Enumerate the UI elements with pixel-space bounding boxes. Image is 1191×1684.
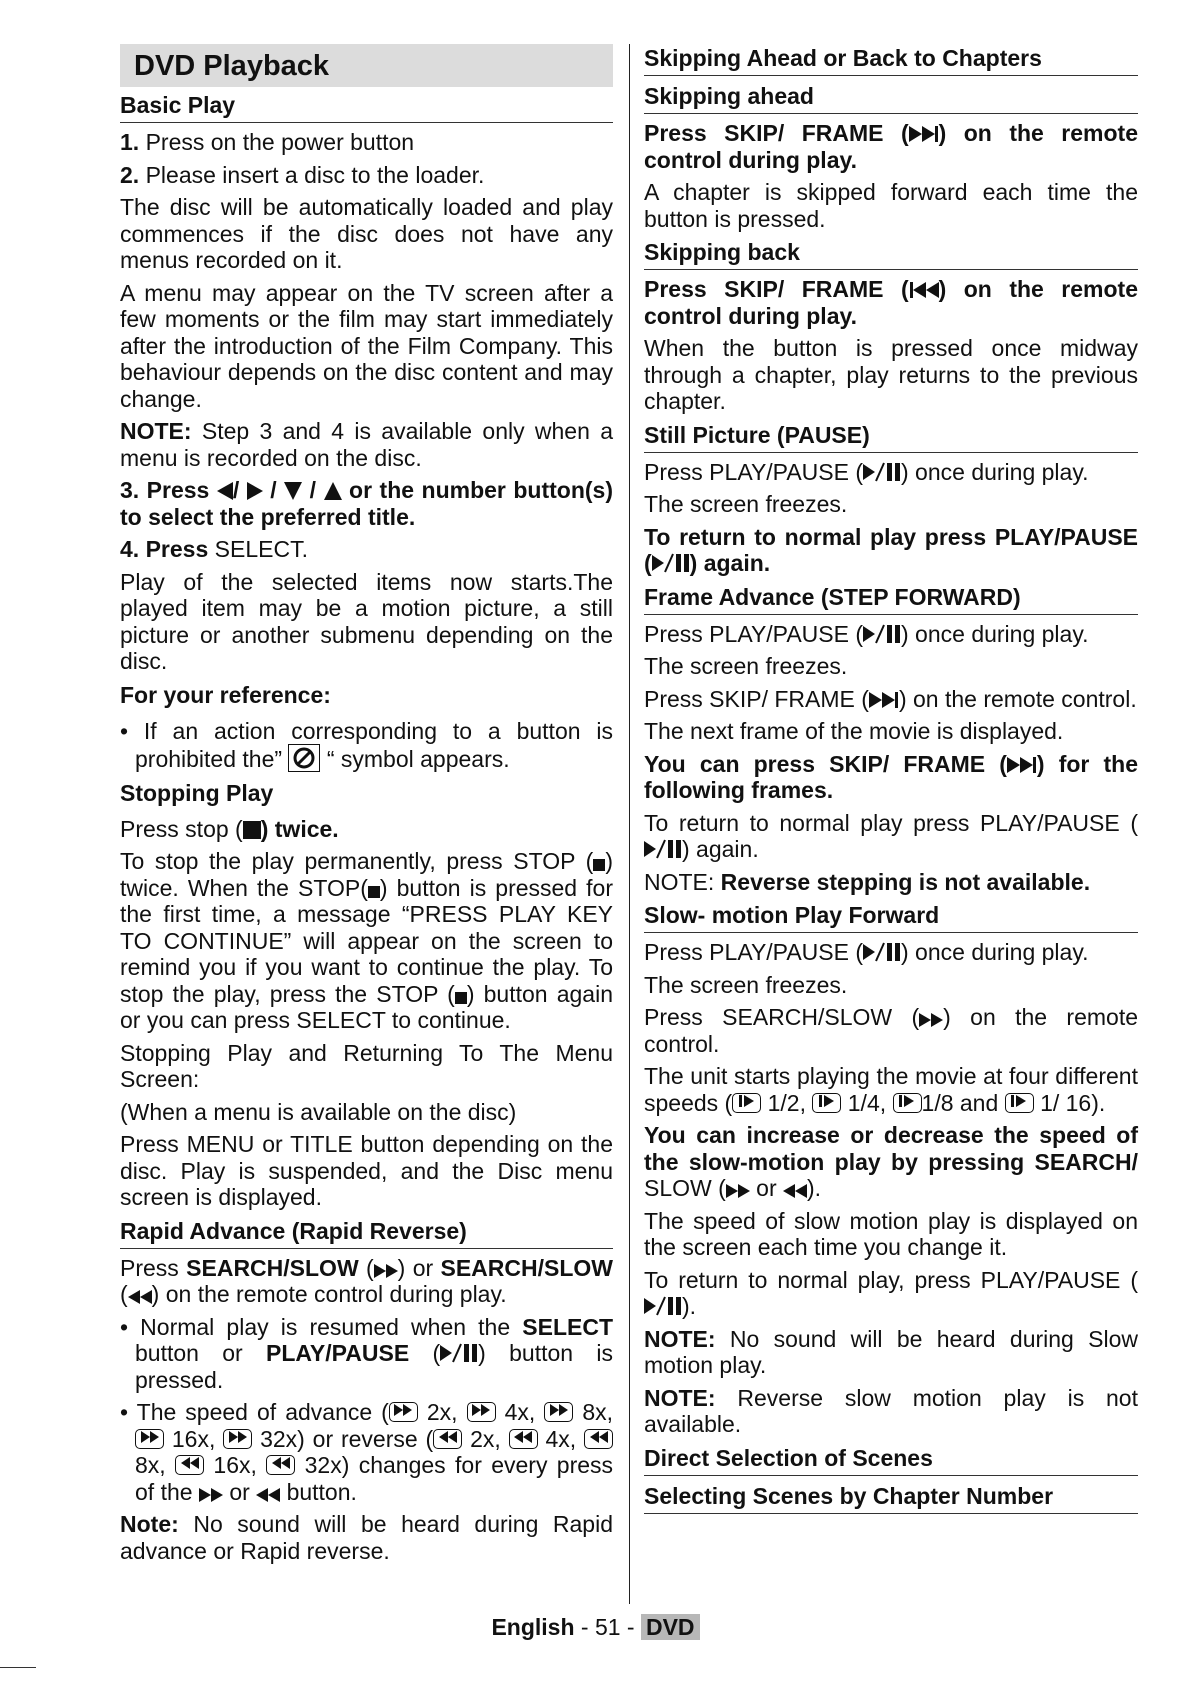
fast-forward-icon [726,1184,750,1198]
footer-language: English [491,1614,575,1640]
normal-play-bullet: • Normal play is resumed when the SELECT button or PLAY/PAUSE ( ) button is pressed. [120,1313,613,1393]
page-footer [0,1614,1191,1641]
stop-icon [243,821,261,839]
return-menu-text: Stopping Play and Returning To The Menu Screen: [120,1039,613,1092]
skip-next-icon [869,691,899,709]
heading-skipping: Skipping Ahead or Back to Chapters [644,44,1138,76]
heading-slow-motion: Slow- motion Play Forward [644,901,1138,933]
slow-increase: You can increase or decrease the speed of the slow-motion play by pressing SEARCH/ SLOW ( or ). [644,1122,1138,1201]
play-pause-icon [863,624,901,644]
step-2: 2. Please insert a disc to the loader. [120,161,485,188]
slow-forward-icon [1005,1093,1034,1113]
rewind-icon [128,1290,152,1304]
up-arrow-icon [324,482,342,500]
frame-freezes: The screen freezes. [644,653,848,679]
skip-next-icon [909,125,939,143]
frame-press: Press PLAY/PAUSE ( ) once during play. [644,620,1089,647]
step-3: 3. Press / / / or the number button(s) to select the preferred title. [120,477,613,530]
skip-ahead-desc: A chapter is skipped forward each time the button is pressed. [644,179,1138,232]
rewind-icon [584,1429,613,1449]
page-title: DVD Playback [120,44,613,87]
heading-frame-advance: Frame Advance (STEP FORWARD) [644,583,1138,615]
stop-icon [593,859,605,871]
play-pause-icon [644,839,682,859]
heading-skipping-back: Skipping back [644,238,1138,270]
slow-note-1: NOTE: No sound will be heard during Slow motion play. [644,1325,1139,1378]
fast-forward-icon [374,1264,398,1278]
right-column [644,44,1138,1520]
skip-back-desc: When the button is pressed once midway through a chapter, play returns to the previous chapter. [644,335,1138,414]
skip-previous-icon [909,281,939,299]
frame-return: To return to normal play press PLAY/PAUSE ( ) again. [644,809,1138,862]
rewind-icon [256,1488,280,1502]
rapid-press-text: Press SEARCH/SLOW ( ) or SEARCH/SLOW ( ) on the remote control during play. [120,1254,613,1307]
still-freezes: The screen freezes. [644,491,848,517]
play-pause-icon [644,1296,682,1316]
rewind-icon [266,1455,295,1475]
press-stop-text: Press stop ( ) twice. [120,815,339,842]
fast-forward-icon [389,1402,418,1422]
down-arrow-icon [284,482,302,500]
heading-stopping-play: Stopping Play [120,779,274,806]
skip-ahead-press: Press SKIP/ FRAME ( ) on the remote control during play. [644,120,1138,173]
skip-back-press: Press SKIP/ FRAME ( ) on the remote control during play. [644,276,1138,329]
crop-mark [0,1667,36,1668]
fast-forward-icon [223,1429,252,1449]
fast-forward-icon [544,1402,573,1422]
heading-basic-play: Basic Play [120,91,613,123]
rewind-icon [509,1429,538,1449]
heading-skipping-ahead: Skipping ahead [644,82,1138,114]
press-menu-text: Press MENU or TITLE button depending on the disc. Play is suspended, and the Disc menu screen is displayed. [120,1131,613,1210]
fast-forward-icon [467,1402,496,1422]
slow-forward-icon [732,1093,761,1113]
left-column [120,44,613,1570]
play-pause-icon [652,553,690,573]
column-divider [629,44,630,1604]
frame-skip: Press SKIP/ FRAME ( ) on the remote control. [644,685,1137,712]
frame-next: The next frame of the movie is displayed. [644,718,1064,744]
play-pause-icon [863,942,901,962]
slow-speeds: The unit starts playing the movie at four different speeds ( 1/2, 1/4, 1/8 and 1/ 16). [644,1063,1138,1116]
slow-forward-icon [812,1093,841,1113]
play-pause-icon [863,462,901,482]
heading-reference: For your reference: [120,681,331,708]
heading-rapid-advance: Rapid Advance (Rapid Reverse) [120,1217,613,1249]
frame-can-press: You can press SKIP/ FRAME ( ) for the following frames. [644,750,1138,803]
left-arrow-icon [217,482,233,500]
right-arrow-icon [247,482,263,500]
menu-appear-text: A menu may appear on the TV screen after a few moments or the film may start immediately after the introduction of the Film Company. This behaviour depends on the disc content and may change. [120,279,613,412]
slow-note-2: NOTE: Reverse slow motion play is not available. [644,1384,1138,1437]
step-1: 1. Press on the power button [120,129,415,155]
rewind-icon [433,1429,462,1449]
frame-note: NOTE: Reverse stepping is not available. [644,868,1091,895]
fast-forward-icon [199,1488,223,1502]
heading-direct-selection: Direct Selection of Scenes [644,1444,1138,1476]
rewind-icon [175,1455,204,1475]
play-selected-text: Play of the selected items now starts.The played item may be a motion picture, a still picture or another submenu depending on the disc. [120,568,613,674]
reference-bullet: • If an action corresponding to a button is prohibited the” “ symbol appears. [120,717,613,772]
still-press: Press PLAY/PAUSE ( ) once during play. [644,458,1089,485]
still-return: To return to normal play press PLAY/PAUSE ( ) again. [644,523,1138,576]
note-steps: NOTE: Step 3 and 4 is available only when a menu is recorded on the disc. [120,418,613,471]
slow-return: To return to normal play, press PLAY/PAUSE ( ). [644,1266,1138,1319]
stop-permanent-text: To stop the play permanently, press STOP ( ) twice. When the STOP( ) button is pressed for the first time, a message “PRESS PLAY KEY TO CONTINUE” will appear on the screen to remind you if you want to continue the play. To stop the play, press the STOP ( ) button again or you can press SELECT to continue. [120,848,613,1033]
slow-search: Press SEARCH/SLOW ( ) on the remote control. [644,1004,1138,1057]
prohibited-icon [288,744,320,772]
stop-icon [455,992,467,1004]
when-menu-text: (When a menu is available on the disc) [120,1098,517,1125]
play-pause-icon [440,1343,478,1363]
heading-still-picture: Still Picture (PAUSE) [644,421,1138,453]
auto-load-text: The disc will be automatically loaded and play commences if the disc does not have any menus recorded on it. [120,194,613,273]
slow-speed-displayed: The speed of slow motion play is displayed on the screen each time you change it. [644,1207,1138,1260]
footer-page-number: - 51 - [580,1614,635,1640]
fast-forward-icon [919,1013,943,1027]
speed-advance-bullet: • The speed of advance ( 2x, 4x, 8x, 16x, 32x) or reverse ( 2x, 4x, 8x, 16x, 32x) changes for every press of the or button. [120,1399,614,1505]
footer-section-badge: DVD [641,1614,700,1640]
step-4: 4. Press SELECT. [120,536,308,562]
stop-icon [368,886,380,898]
fast-forward-icon [135,1429,164,1449]
slow-freezes: The screen freezes. [644,971,848,998]
skip-next-icon [1007,756,1037,774]
rewind-icon [783,1184,807,1198]
slow-press: Press PLAY/PAUSE ( ) once during play. [644,939,1089,965]
heading-chapter-number: Selecting Scenes by Chapter Number [644,1482,1138,1514]
slow-forward-icon [893,1093,922,1113]
rapid-note: Note: No sound will be heard during Rapid advance or Rapid reverse. [120,1511,613,1564]
